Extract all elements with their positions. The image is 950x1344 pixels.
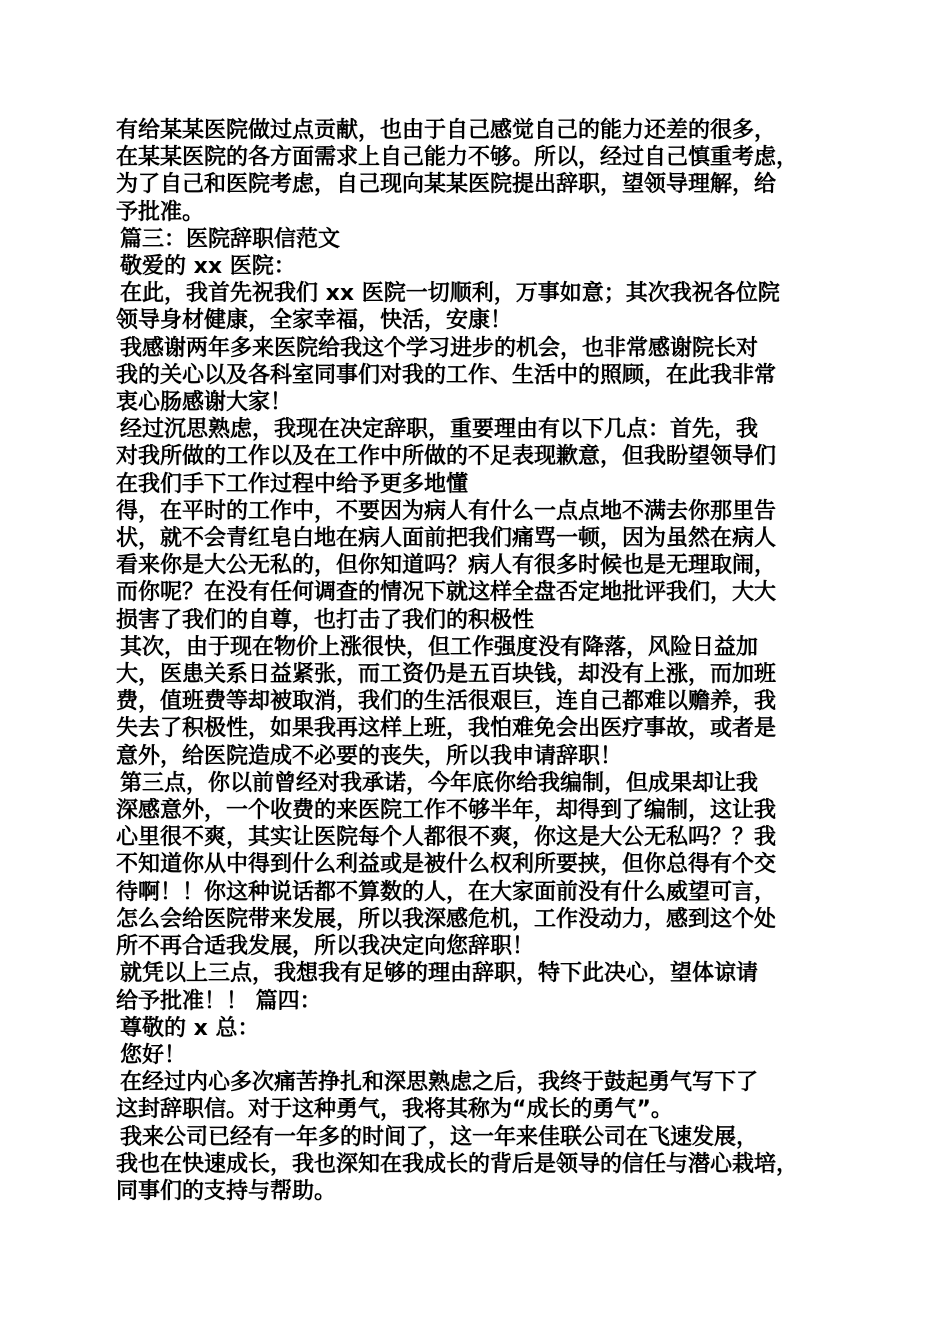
text-line: 待啊！！你这种说话都不算数的人，在大家面前没有什么威望可言， (116, 879, 777, 905)
text-line: 领导身材健康，全家幸福，快活，安康！ (116, 308, 513, 334)
text-line: 就凭以上三点，我想我有足够的理由辞职，特下此决心，望体谅请 (120, 961, 759, 987)
text-line: 有给某某医院做过点贡献，也由于自己感觉自己的能力还差的很多， (116, 118, 777, 143)
text-line: 我感谢两年多来医院给我这个学习进步的机会，也非常感谢院长对 (120, 335, 759, 361)
text-line: 深感意外，一个收费的来医院工作不够半年，却得到了编制，这让我 (116, 798, 777, 824)
text-line: 状，就不会青红皂白地在病人面前把我们痛骂一顿，因为虽然在病人 (116, 526, 777, 552)
text-line: 在经过内心多次痛苦挣扎和深思熟虑之后，我终于鼓起勇气写下了 (120, 1070, 759, 1096)
document-body (116, 117, 846, 1205)
text-line: 所不再合适我发展，所以我决定向您辞职！ (116, 934, 535, 960)
text-line: 衷心肠感谢大家！ (116, 390, 293, 416)
text-line: 在我们手下工作过程中给予更多地懂 (116, 471, 469, 497)
text-line: 得，在平时的工作中，不要因为病人有什么一点点地不满去你那里告 (116, 498, 777, 524)
text-line: 看来你是大公无私的，但你知道吗？病人有很多时候也是无理取闹， (116, 553, 777, 579)
text-line: 我来公司已经有一年多的时间了，这一年来佳联公司在飞速发展， (120, 1124, 759, 1150)
text-line: 您好！ (120, 1042, 187, 1068)
text-line: 大，医患关系日益紧张，而工资仍是五百块钱，却没有上涨，而加班 (116, 662, 777, 688)
text-line: 损害了我们的自尊，也打击了我们的积极性 (116, 607, 535, 633)
text-line: 第三点，你以前曾经对我承诺，今年底你给我编制，但成果却让我 (120, 770, 759, 796)
text-line: 不知道你从中得到什么利益或是被什么权利所要挟，但你总得有个交 (116, 852, 777, 878)
text-line: 我的关心以及各科室同事们对我的工作、生活中的照顾，在此我非常 (116, 362, 777, 388)
text-line: 经过沉思熟虑，我现在决定辞职，重要理由有以下几点：首先，我 (120, 417, 759, 443)
text-line: 意外，给医院造成不必要的丧失，所以我申请辞职！ (116, 743, 623, 769)
text-line: 其次，由于现在物价上涨很快，但工作强度没有降落，风险日益加 (120, 634, 759, 660)
text-line: 同事们的支持与帮助。 (116, 1178, 337, 1204)
text-line: 篇三：医院辞职信范文 (120, 226, 341, 252)
text-line: 给予批准！！ 篇四： (116, 988, 322, 1014)
text-line: 失去了积极性，如果我再这样上班，我怕难免会出医疗事故，或者是 (116, 716, 777, 742)
text-line: 尊敬的 x 总： (120, 1015, 260, 1041)
text-line: 对我所做的工作以及在工作中所做的不足表现歉意，但我盼望领导们 (116, 444, 777, 470)
text-line: 在某某医院的各方面需求上自己能力不够。所以，经过自己慎重考虑， (116, 145, 799, 171)
text-line: 心里很不爽，其实让医院每个人都很不爽，你这是大公无私吗？？我 (116, 825, 777, 851)
text-line: 我也在快速成长，我也深知在我成长的背后是领导的信任与潜心栽培， (116, 1151, 799, 1177)
text-line: 在此，我首先祝我们 xx 医院一切顺利，万事如意；其次我祝各位院 (120, 281, 780, 307)
text-line: 予批准。 (116, 199, 205, 225)
text-line: 费，值班费等却被取消，我们的生活很艰巨，连自己都难以赡养，我 (116, 689, 777, 715)
text-line: 而你呢？在没有任何调查的情况下就这样全盘否定地批评我们，大大 (116, 580, 777, 606)
text-line: 敬爱的 xx 医院： (120, 254, 296, 280)
text-line: 怎么会给医院带来发展，所以我深感危机，工作没动力，感到这个处 (116, 906, 777, 932)
text-line: 这封辞职信。对于这种勇气，我将其称为“成长的勇气”。 (116, 1097, 673, 1123)
text-line: 为了自己和医院考虑，自己现向某某医院提出辞职，望领导理解，给 (116, 172, 777, 198)
